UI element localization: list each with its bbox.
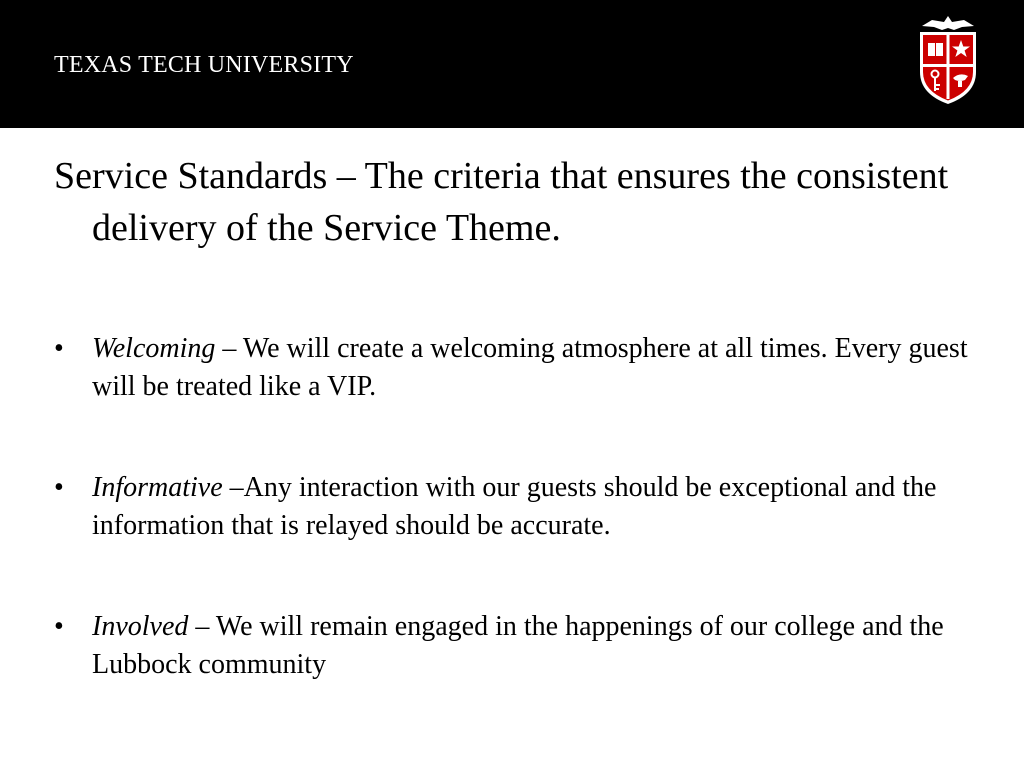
bullet-term: Involved [92, 611, 189, 642]
university-name: TEXAS TECH UNIVERSITY [54, 52, 354, 78]
bullet-marker: • [54, 611, 64, 642]
bullet-separator: – [222, 472, 244, 503]
bullet-text: Any interaction with our guests should be exceptional and the information that is relayed should be accurate. [92, 472, 937, 541]
bullet-list [54, 330, 1014, 747]
bullet-item-involved [54, 608, 1014, 684]
texas-tech-seal-icon [914, 14, 982, 106]
bullet-text: We will create a welcoming atmosphere at all times. Every guest will be treated like a VIP. [92, 333, 968, 402]
bullet-marker: • [54, 472, 64, 503]
bullet-separator: – [215, 333, 243, 364]
bullet-separator: – [188, 611, 216, 642]
bullet-item-welcoming [54, 330, 1014, 406]
bullet-marker: • [54, 333, 64, 364]
header-bar [0, 0, 1024, 128]
bullet-item-informative [54, 469, 1014, 545]
bullet-term: Welcoming [92, 333, 216, 364]
bullet-term: Informative [92, 472, 223, 503]
slide-title: Service Standards – The criteria that ensures the consistent delivery of the Service Theme. [54, 155, 949, 249]
bullet-text: We will remain engaged in the happenings of our college and the Lubbock community [92, 611, 944, 680]
